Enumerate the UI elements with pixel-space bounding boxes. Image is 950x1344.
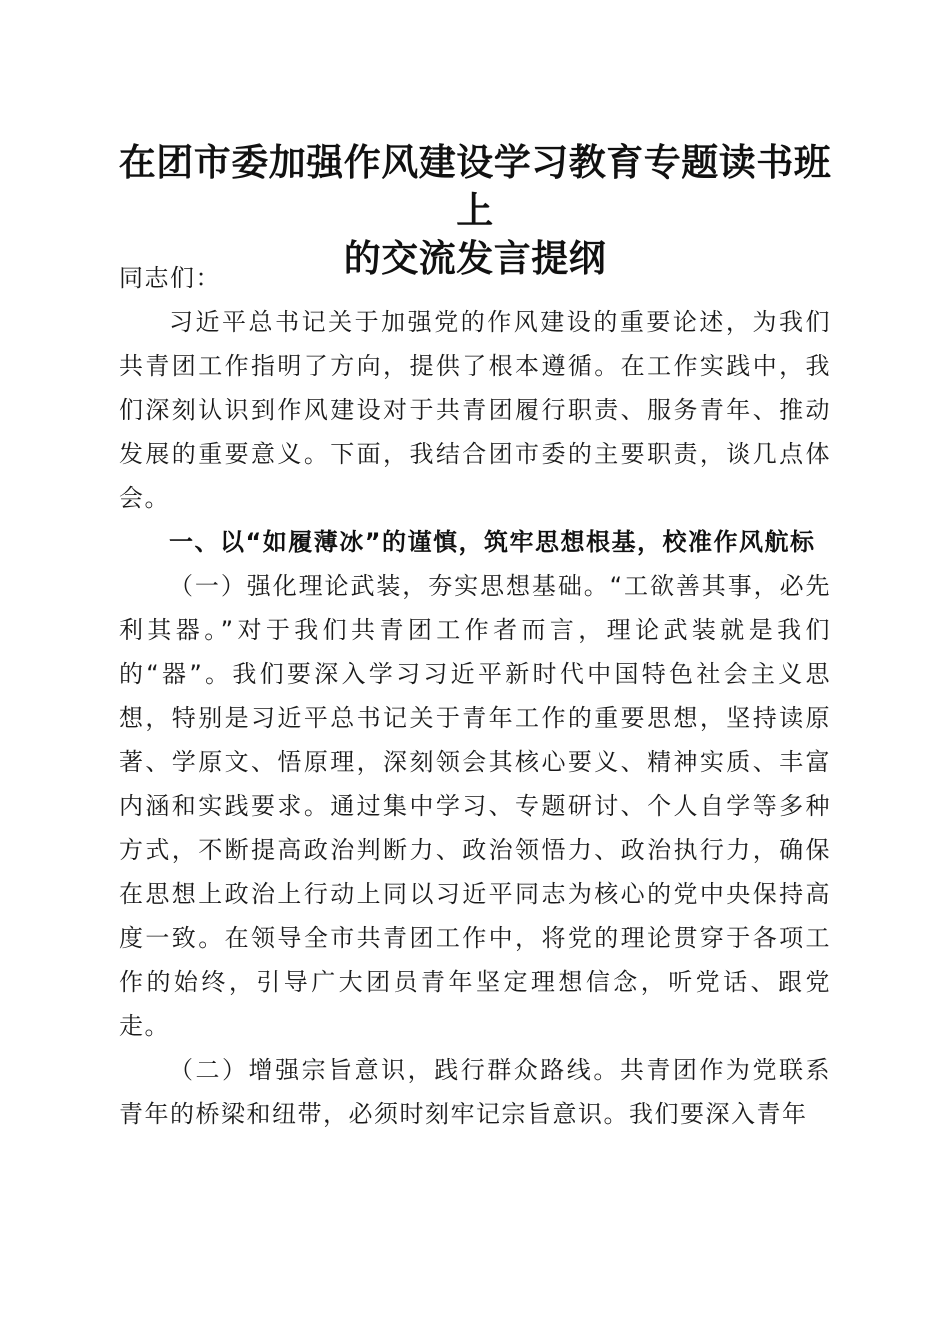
document-body (119, 256, 831, 1136)
title-line-1: 在团市委加强作风建设学习教育专题读书班上 (118, 140, 832, 232)
intro-paragraph: 习近平总书记关于加强党的作风建设的重要论述，为我们共青团工作指明了方向，提供了根本遵循。在工作实践中，我们深刻认识到作风建设对于共青团履行职责、服务青年、推动发展的重要意义。下面，我结合团市委的主要职责，谈几点体会。 (119, 308, 831, 512)
paragraph-item-1: （一）强化理论武装，夯实思想基础。“工欲善其事，必先利其器。”对于我们共青团工作者而言，理论武装就是我们的“器”。我们要深入学习习近平新时代中国特色社会主义思想，特别是习近平总书记关于青年工作的重要思想，坚持读原著、学原文、悟原理，深刻领会其核心要义、精神实质、丰富内涵和实践要求。通过集中学习、专题研讨、个人自学等多种方式，不断提高政治判断力、政治领悟力、政治执行力，确保在思想上政治上行动上同以习近平同志为核心的党中央保持高度一致。在领导全市共青团工作中，将党的理论贯穿于各项工作的始终，引导广大团员青年坚定理想信念，听党话、跟党走。 (119, 572, 831, 1040)
section-heading-1: 一、以“如履薄冰”的谨慎，筑牢思想根基，校准作风航标 (169, 528, 816, 556)
salutation: 同志们： (119, 264, 221, 292)
title-line-2: 的交流发言提纲 (343, 236, 607, 280)
paragraph-item-2: （二）增强宗旨意识，践行群众路线。共青团作为党联系青年的桥梁和纽带，必须时刻牢记宗旨意识。我们要深入青年 (119, 1056, 831, 1128)
